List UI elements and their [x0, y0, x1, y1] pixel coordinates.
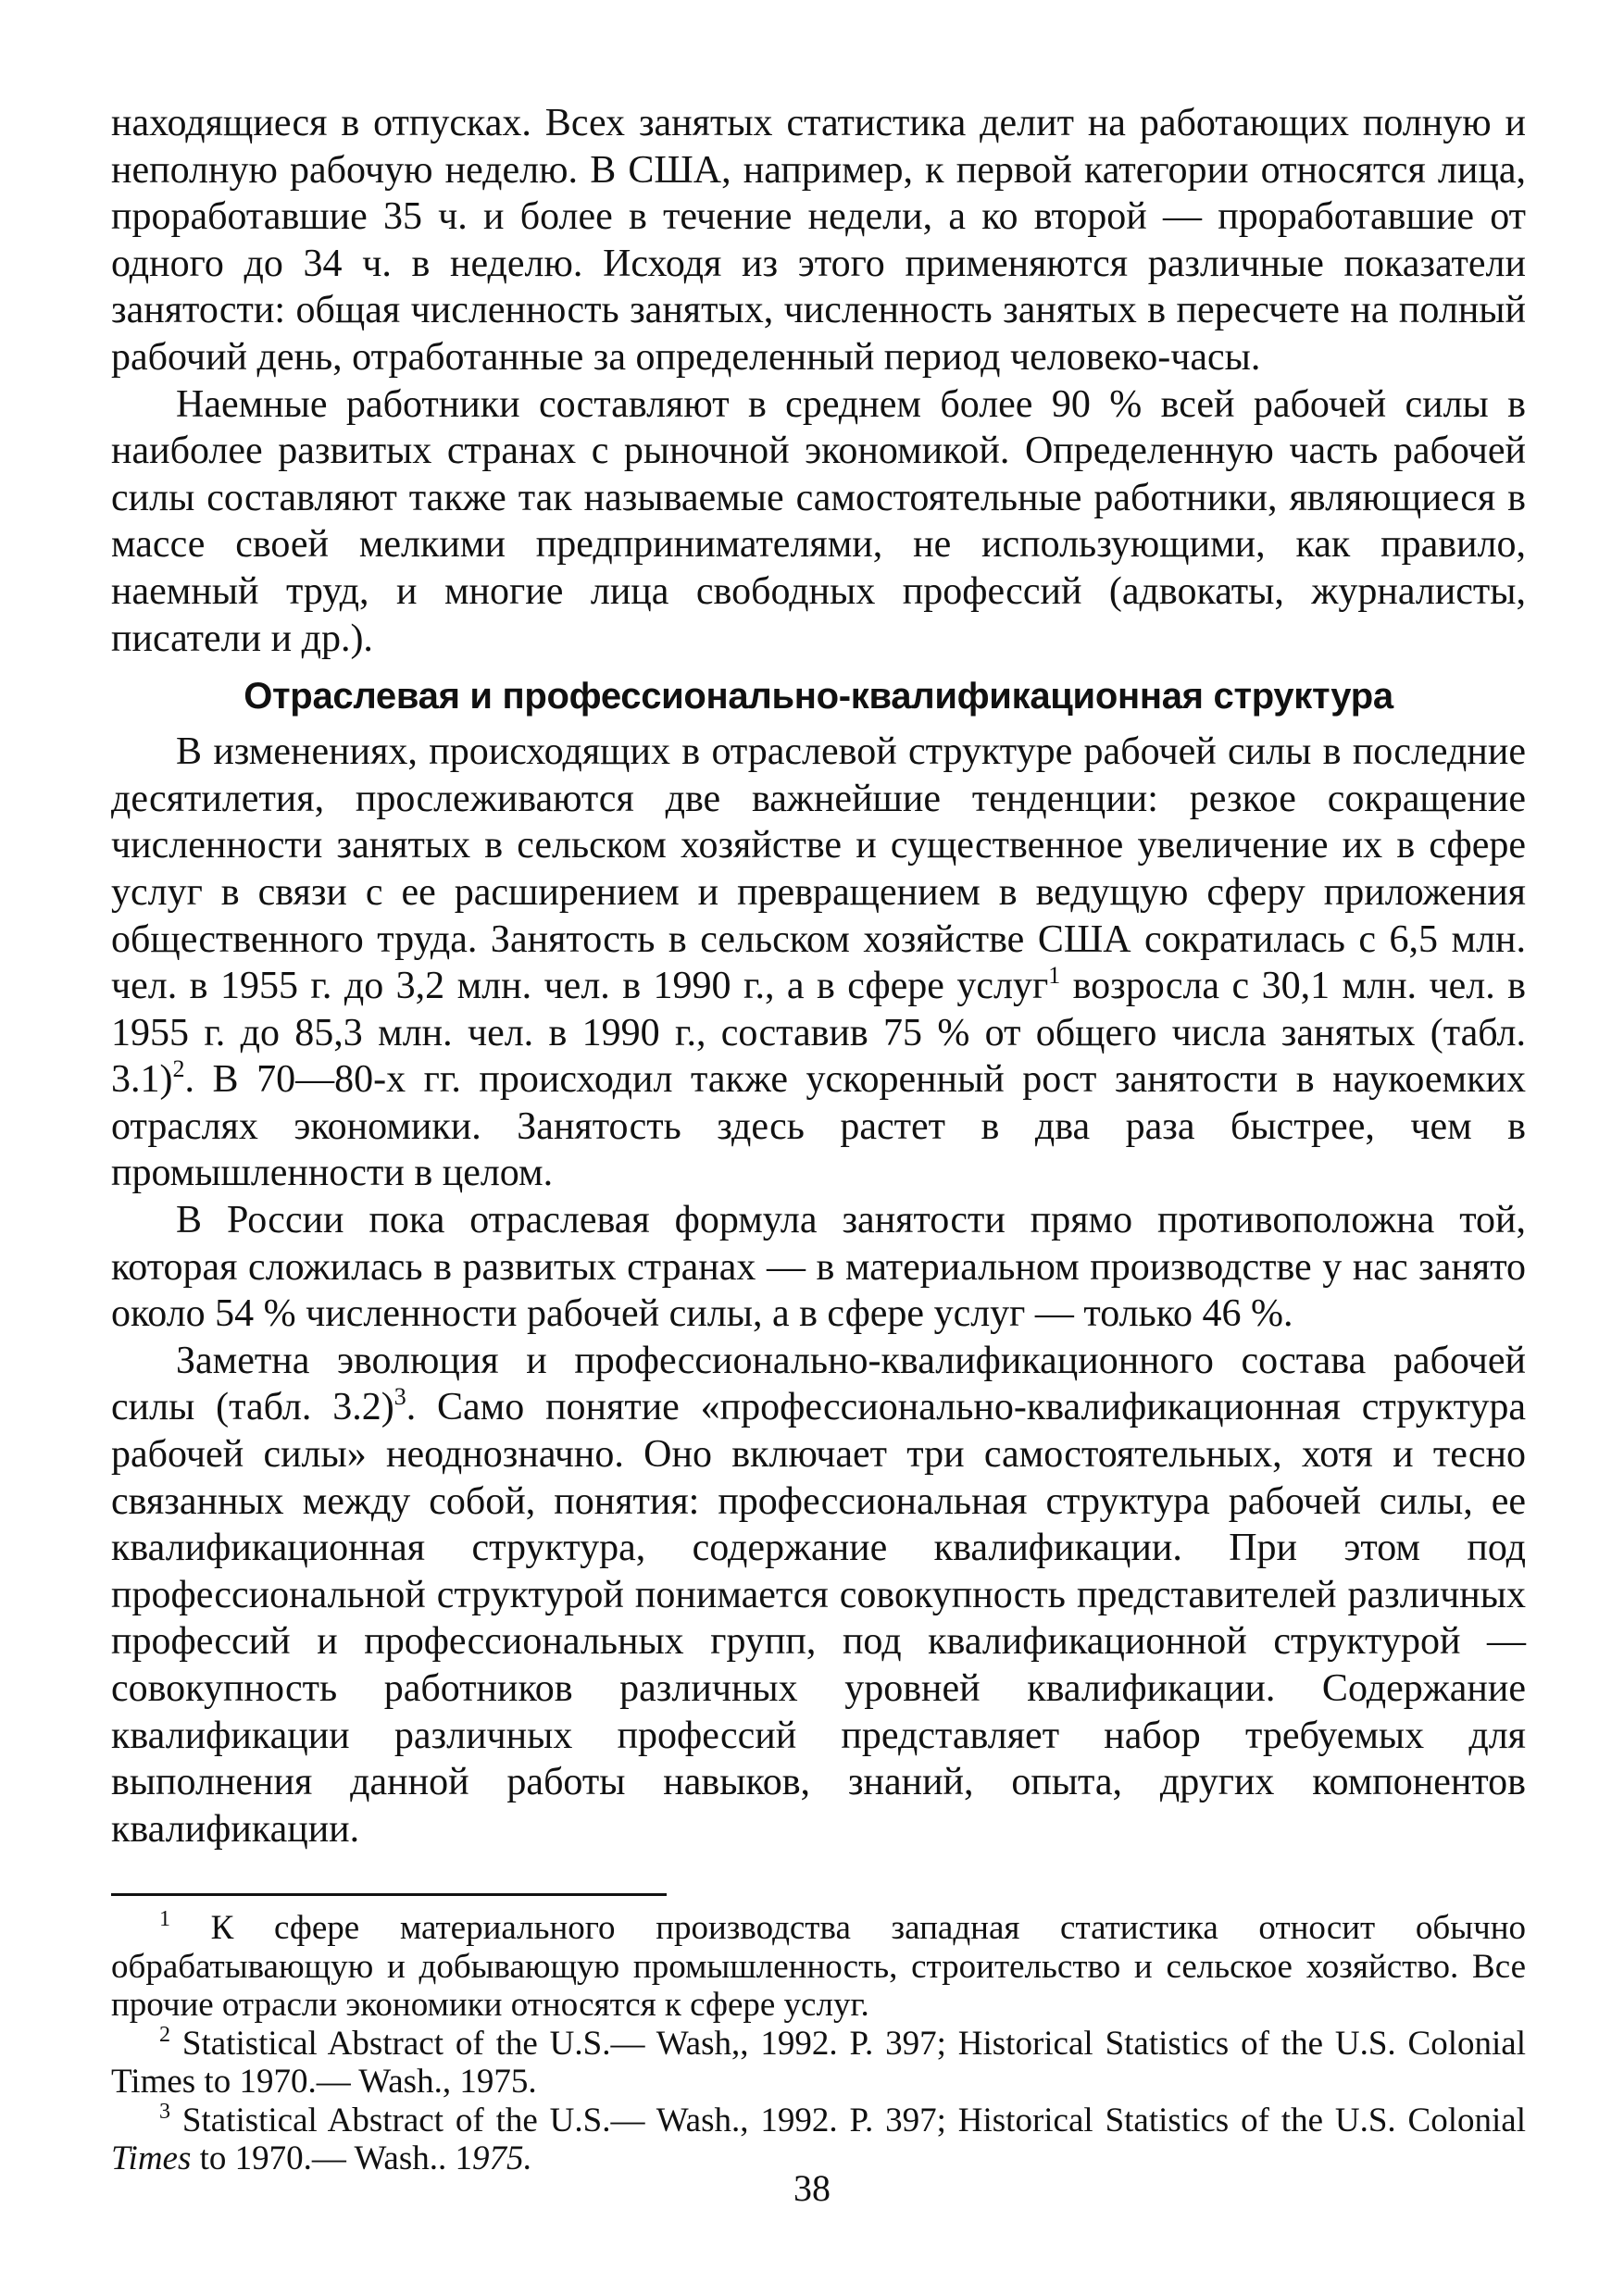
footnote-italic: Times	[111, 2139, 192, 2178]
footnote-mark: 2	[159, 2022, 170, 2047]
footnote-mark: 3	[159, 2099, 170, 2124]
footnote-ref-2: 2	[172, 1055, 185, 1083]
paragraph-hired-workers: Наемные работники составляют в среднем более 90 % всей рабочей силы в наиболее развитых странах с рыночной экономикой. Определенную часть рабочей силы составляют также так называемые самостоятельные работники, являющиеся в массе своей мелкими предпринимателями, не использующими, как правило, наемный труд, и многие лица свободных профессий (адвокаты, журналисты, писатели и др.).	[111, 382, 1526, 660]
text-run: возросла с 30,1 млн. чел. в 1955 г. до 85,3 млн. чел. в 1990 г., составив 75 % от общего числа занятых (табл. 3.1)	[111, 965, 1527, 1102]
text-run: . Само понятие «профессионально-квалификационная структура рабочей силы» неоднозначно. Оно включает три самостоятельных, хотя и тесно связанных между собой, понятия: профессиональная структура рабочей силы, ее квалификационная структура, содержание квалификации. При этом под профессиональной структурой понимается совокупность представителей различных профессий и профессиональных групп, под квалификационной структурой — совокупность работников различных уровней квалификации. Содержание квалификации различных профессий представляет набор требуемых для выполнения данной работы навыков, знаний, опыта, других компонентов квалификации.	[111, 1386, 1526, 1851]
paragraph-qualification-structure	[111, 1338, 1526, 1853]
footnote-text: К сфере материального производства западная статистика относит обычно обрабатывающую и добывающую промышленность, строительство и сельское хозяйство. Все прочие отрасли экономики относятся к сфере услуг.	[111, 1909, 1526, 2025]
paragraph-russia: В России пока отраслевая формула занятости прямо противоположна той, которая сложилась в развитых странах — в материальном производстве у нас занято около 54 % численности рабочей силы, а в сфере услуг — только 46 %.	[111, 1199, 1526, 1336]
footnote-text: to 1970.— Wash.. 1	[191, 2139, 473, 2178]
footnote-ref-3: 3	[394, 1383, 406, 1411]
footnote-italic: 975.	[472, 2139, 532, 2178]
footnote-mark: 1	[159, 1907, 170, 1932]
footnote-text: Statistical Abstract of the U.S.— Wash,, 1992. P. 397; Historical Statistics of the U.S. Colonial Times to 1970.— Wash., 1975.	[111, 2024, 1526, 2102]
page-content	[111, 100, 1526, 2178]
paragraph-sector-trends	[111, 729, 1526, 1197]
footnote-2	[111, 2022, 1526, 2102]
paragraph-employment-categories: находящиеся в отпусках. Всех занятых статистика делит на работающих полную и неполную рабочую неделю. В США, например, к первой категории относятся лица, проработавшие 35 ч. и более в течение недели, а ко второй — проработавшие от одного до 34 ч. в неделю. Исходя из этого применяются различные показатели занятости: общая численность занятых, численность занятых в пересчете на полный рабочий день, отработанные за определенный период человеко-часы.	[111, 102, 1526, 379]
text-run: . В 70—80-х гг. происходил также ускоренный рост занятости в наукоемких отраслях экономики. Занятость здесь растет в два раза быстрее, чем в промышленности в целом.	[111, 1058, 1526, 1195]
footnote-divider	[111, 1893, 667, 1896]
footnote-1	[111, 1909, 1526, 2025]
footnote-text: Statistical Abstract of the U.S.— Wash., 1992. P. 397; Historical Statistics of the U.S. Colonial	[170, 2101, 1526, 2139]
text-run: В изменениях, происходящих в отраслевой структуре рабочей силы в последние десятилетия, прослеживаются две важнейшие тенденции: резкое сокращение численности занятых в сельском хозяйстве и существенное увеличение их в сфере услуг в связи с ее расширением и превращением в ведущую сферу приложения общественного труда. Занятость в сельском хозяйстве США сократилась с 6,5 млн. чел. в 1955 г. до 3,2 млн. чел. в 1990 г., а в сфере услуг	[111, 730, 1526, 1008]
section-heading: Отраслевая и профессионально-квалификационная структура	[244, 676, 1393, 717]
page-number: 38	[793, 2167, 831, 2209]
footnote-ref-1: 1	[1048, 962, 1061, 990]
text-run: Заметна эволюция и профессионально-квалификационного состава рабочей силы (табл. 3.2)	[111, 1339, 1526, 1429]
